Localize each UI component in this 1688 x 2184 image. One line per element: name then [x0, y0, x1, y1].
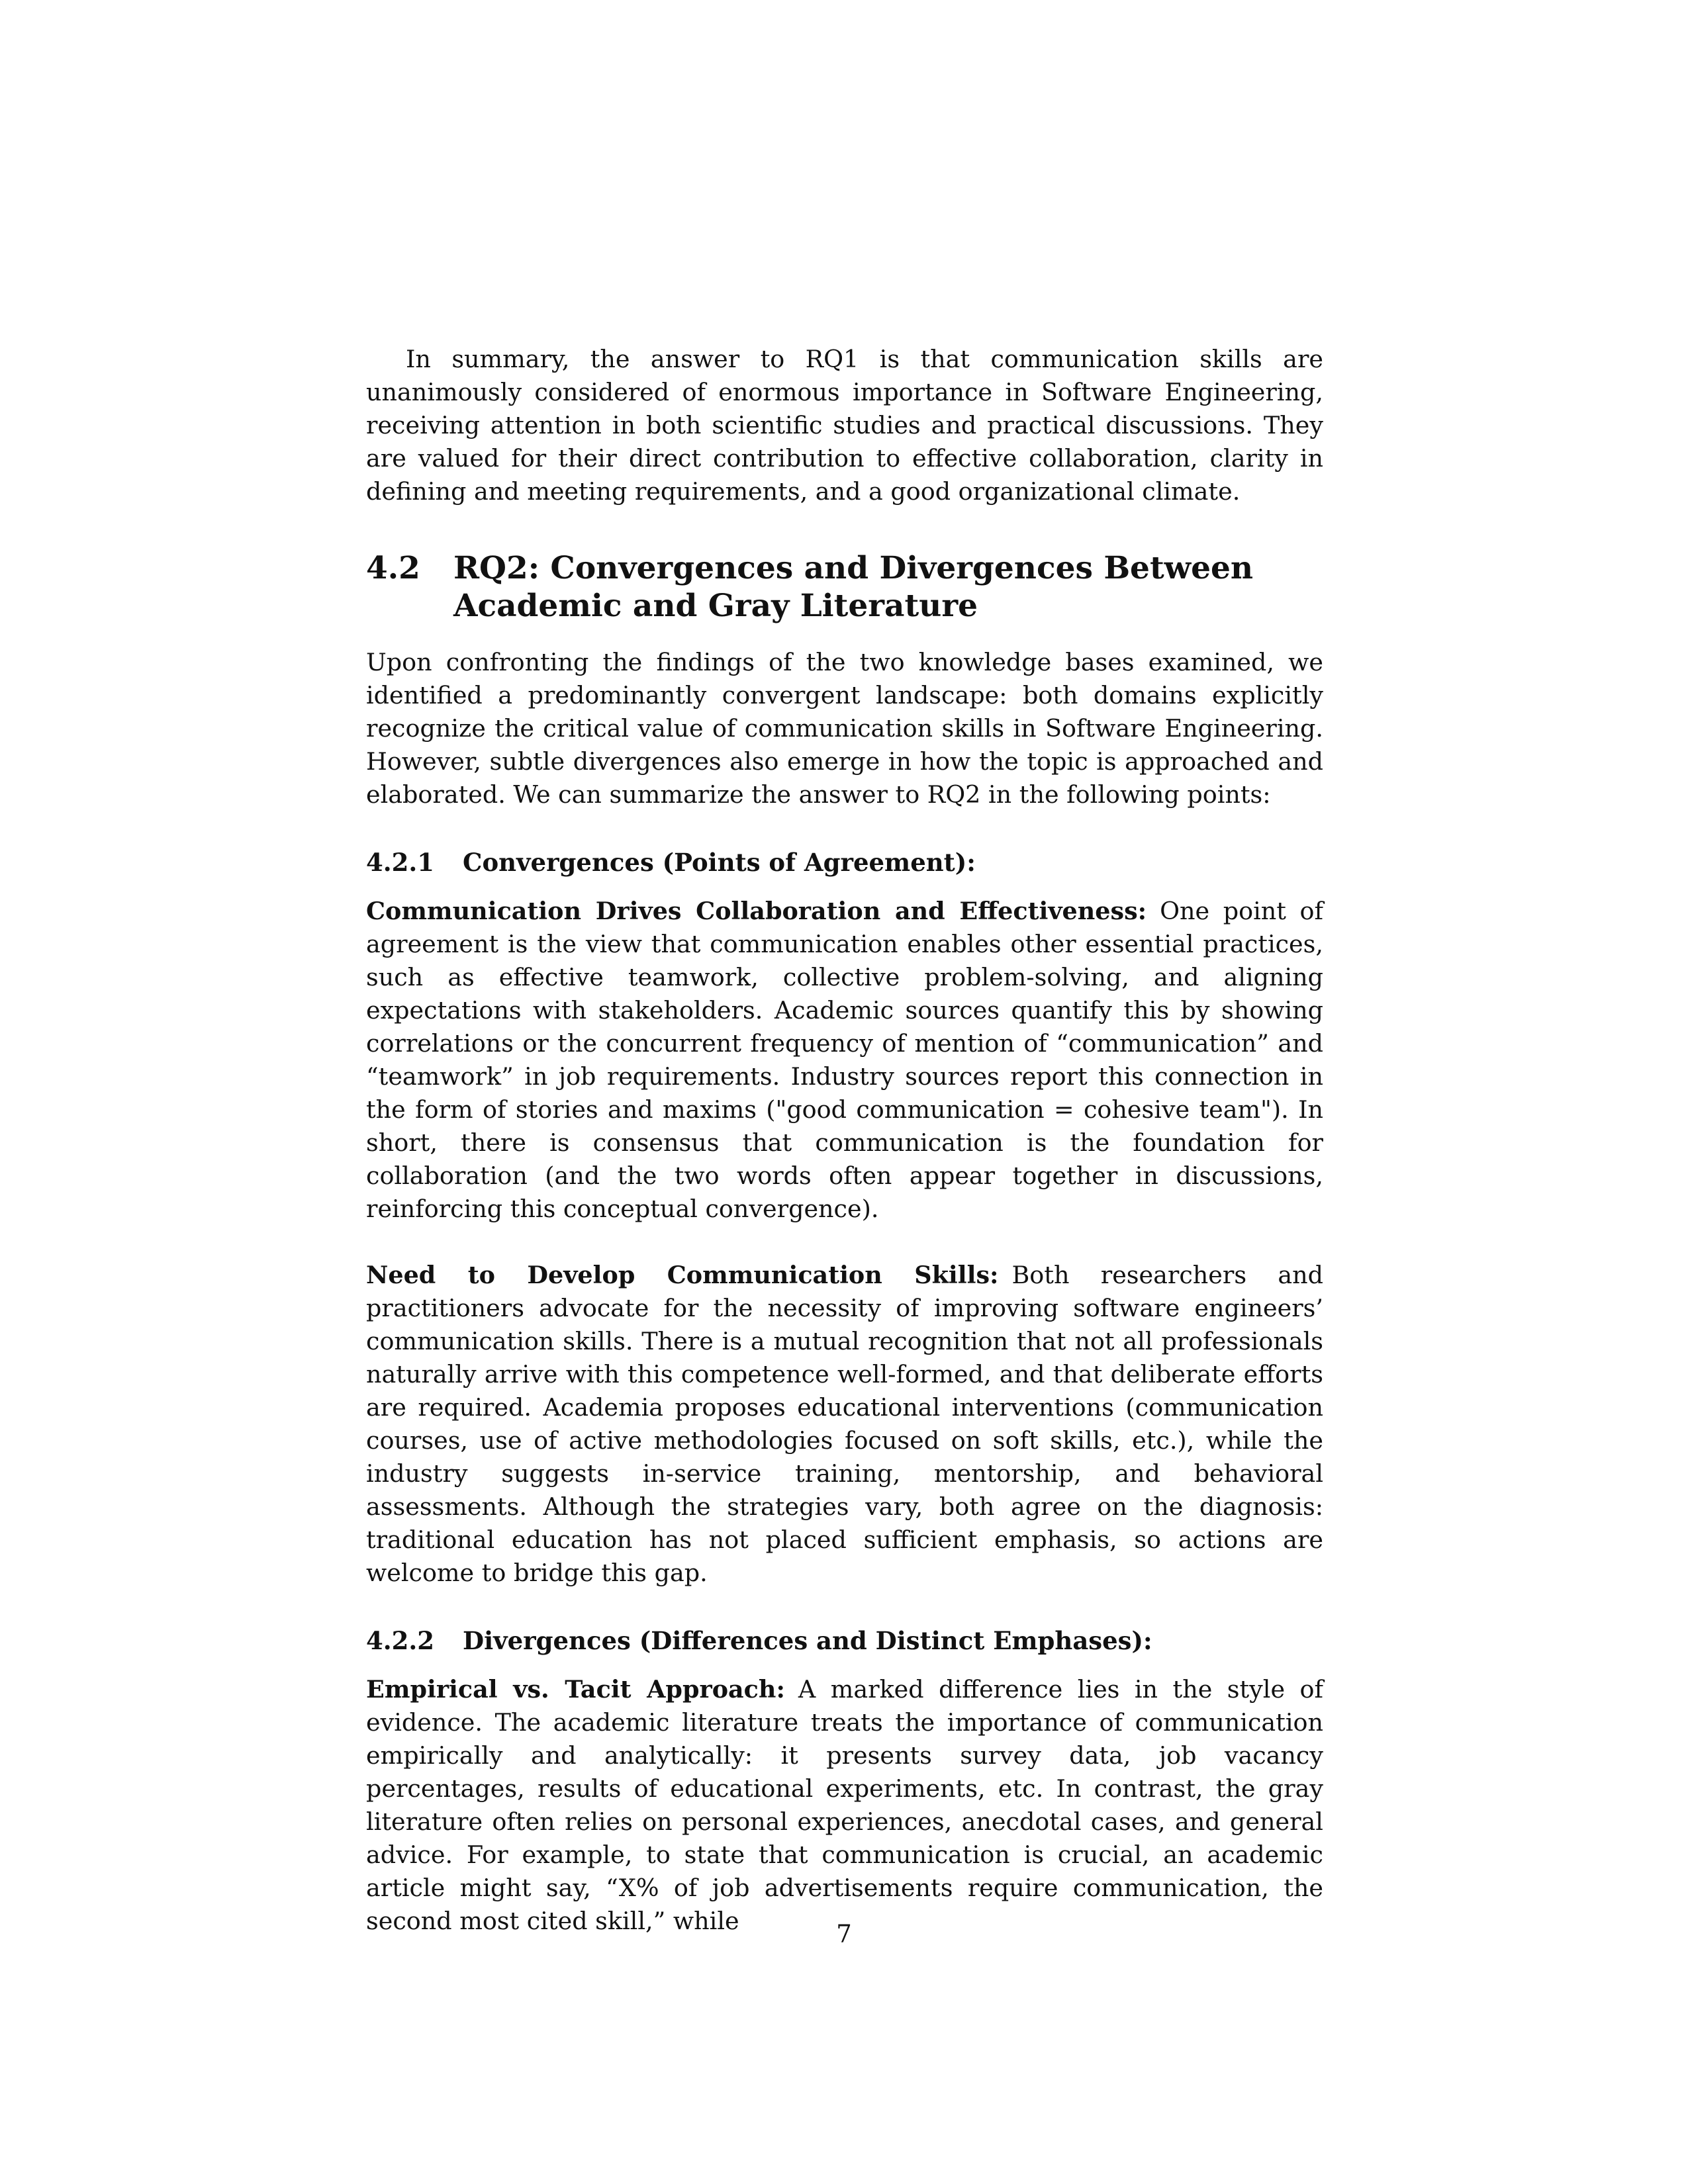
subsection-title: Divergences (Differences and Distinct Emphases): — [463, 1626, 1152, 1655]
summary-paragraph: In summary, the answer to RQ1 is that communication skills are unanimously considered of enormous importance in Software Engineering, receiving attention in both scientific studies and practical discussions. They are valued for their direct contribution to effective collaboration, clarity in defining and meeting requirements, and a good organizational climate. — [366, 345, 1323, 506]
page-body — [366, 343, 1323, 1938]
runin-heading: Communication Drives Collaboration and Effectiveness: — [366, 897, 1147, 925]
paragraph-empirical-vs-tacit — [366, 1673, 1323, 1938]
subsection-heading-4-2-1 — [366, 846, 1323, 879]
section-intro-paragraph: Upon confronting the findings of the two knowledge bases examined, we identified a predominantly convergent landscape: both domains explicitly recognize the critical value of communication skills in Software Engineering. However, subtle divergences also emerge in how the topic is approached and elaborated. We can summarize the answer to RQ2 in the following points: — [366, 648, 1323, 809]
runin-heading: Need to Develop Communication Skills: — [366, 1261, 999, 1289]
subsection-number: 4.2.1 — [366, 848, 434, 877]
subsection-number: 4.2.2 — [366, 1626, 434, 1655]
section-heading-4-2 — [366, 549, 1323, 625]
subsection-title: Convergences (Points of Agreement): — [463, 848, 976, 877]
runin-heading: Empirical vs. Tacit Approach: — [366, 1675, 785, 1704]
section-title: RQ2: Convergences and Divergences Between Academic and Gray Literature — [453, 550, 1254, 624]
paragraph-collaboration — [366, 895, 1323, 1226]
subsection-heading-4-2-2 — [366, 1624, 1323, 1657]
page-number: 7 — [836, 1920, 852, 1948]
paragraph-develop-skills — [366, 1259, 1323, 1590]
section-number: 4.2 — [366, 550, 420, 586]
paragraph-text: Both researchers and practitioners advocate for the necessity of improving software engineers’ communication skills. There is a mutual recognition that not all professionals naturally arrive with this competence well-formed, and that deliberate efforts are required. Academia proposes educational interventions (communication courses, use of active methodologies focused on soft skills, etc.), while the industry suggests in-service training, mentorship, and behavioral assessments. Although the strategies vary, both agree on the diagnosis: traditional education has not placed sufficient emphasis, so actions are welcome to bridge this gap. — [366, 1261, 1323, 1587]
paragraph-text: A marked difference lies in the style of evidence. The academic literature treats the importance of communication empirically and analytically: it presents survey data, job vacancy percentages, results of educational experiments, etc. In contrast, the gray literature often relies on personal experiences, anecdotal cases, and general advice. For example, to state that communication is crucial, an academic article might say, “X% of job advertisements require communication, the second most cited skill,” while — [366, 1675, 1323, 1935]
paragraph-text: One point of agreement is the view that communication enables other essential practices, such as effective teamwork, collective problem-solving, and aligning expectations with stakeholders. Academic sources quantify this by showing correlations or the concurrent frequency of mention of “communication” and “teamwork” in job requirements. Industry sources report this connection in the form of stories and maxims ("good communication = cohesive team"). In short, there is consensus that communication is the foundation for collaboration (and the two words often appear together in discussions, reinforcing this conceptual convergence). — [366, 897, 1323, 1223]
